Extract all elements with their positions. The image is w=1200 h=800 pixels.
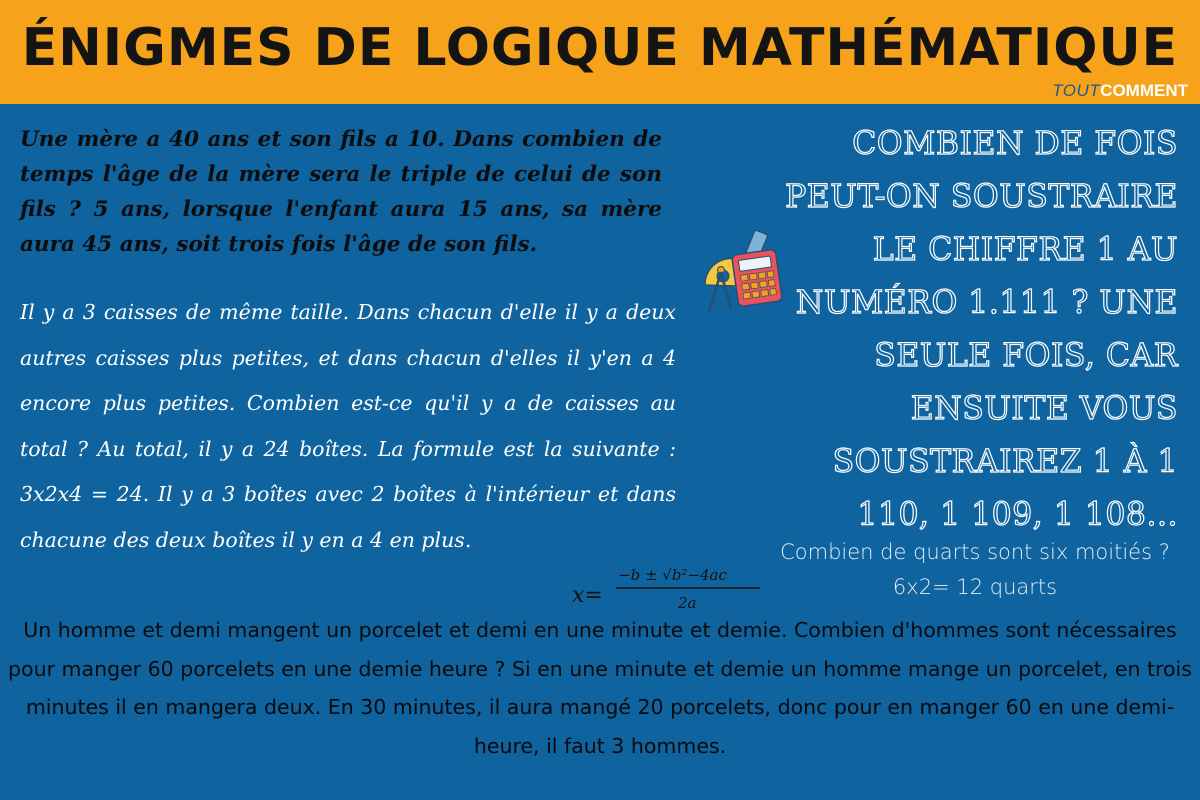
brand-logo: TOUTCOMMENT bbox=[1052, 81, 1188, 100]
riddle-boxes: Il y a 3 caisses de même taille. Dans chacun d'elle il y a deux autres caisses plus petites, et dans chacun d'elles il y'en a 4 encore plus petites. Combien est-ce qu'il y a de caisses au total ? Au total, il y a 24 boîtes. La formule est la suivante : 3x2x4 = 24. Il y a 3 boîtes avec 2 boîtes à l'intérieur et dans chacune des deux boîtes il y en a 4 en plus. bbox=[20, 300, 676, 552]
riddle-subtract: COMBIEN DE FOIS PEUT-ON SOUSTRAIRE LE CHIFFRE 1 AU NUMÉRO 1.111 ? UNE SEULE FOIS, CAR ENSUITE VOUS SOUSTRAIREZ 1 À 1 110, 1 109, 1 108... bbox=[785, 126, 1178, 533]
calculator-icon bbox=[732, 249, 783, 307]
riddle-mother-son: Une mère a 40 ans et son fils a 10. Dans combien de temps l'âge de la mère sera le triple de celui de son fils ? 5 ans, lorsque l'enfant aura 15 ans, sa mère aura 45 ans, soit trois fois l'âge de son fils. bbox=[20, 127, 662, 257]
formula-denominator: 2a bbox=[678, 594, 697, 612]
page-title: ÉNIGMES DE LOGIQUE MATHÉMATIQUE bbox=[21, 18, 1179, 78]
riddle-quarters: Combien de quarts sont six moitiés ? 6x2= 12 quarts bbox=[780, 540, 1170, 599]
quadratic-formula bbox=[570, 558, 765, 614]
formula-lhs: x= bbox=[572, 583, 603, 608]
math-tools-illustration bbox=[695, 230, 785, 320]
formula-numerator: −b ± √b²−4ac bbox=[618, 566, 727, 584]
riddle-piglets: Un homme et demi mangent un porcelet et demi en une minute et demie. Combien d'hommes sont nécessaires pour manger 60 porcelets en une demie heure ? Si en une minute et demie un homme mange un porcelet, en trois minutes il en mangera deux. En 30 minutes, il aura mangé 20 porcelets, donc pour en manger 60 en une demi-heure, il faut 3 hommes. bbox=[8, 618, 1192, 758]
